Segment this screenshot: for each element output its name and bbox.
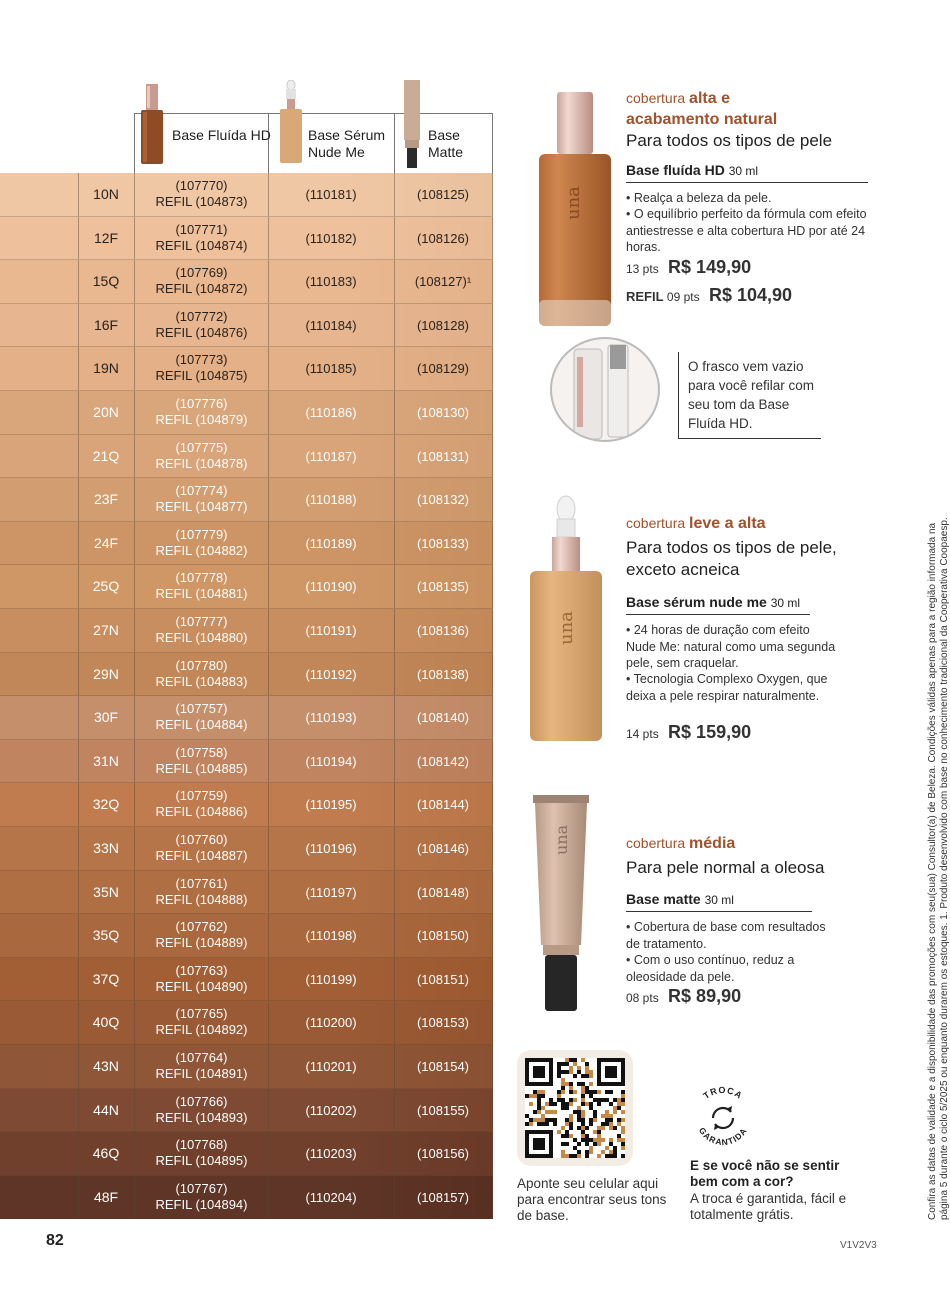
fluid-code-primary: (107777) [175, 614, 228, 629]
fluid-code-primary: (107770) [175, 178, 228, 193]
serum-code: (110197) [305, 884, 357, 900]
matte-code: (108144) [416, 797, 470, 813]
refil-pts: 09 pts [666, 290, 700, 304]
serum-brand-text: una [556, 611, 577, 645]
column-divider [492, 217, 493, 260]
fluid-code-primary: (107765) [175, 1006, 228, 1022]
serum-code: (110200) [305, 1015, 357, 1031]
table-row [0, 740, 493, 784]
matte-size: 30 ml [704, 893, 734, 907]
table-row [0, 1001, 493, 1045]
serum-code: (110203) [305, 1146, 357, 1162]
matte-code: (108142) [416, 753, 470, 769]
matte-code: (108153) [416, 1015, 470, 1031]
column-divider [492, 1089, 493, 1132]
fluid-code-refil: REFIL (104887) [155, 848, 248, 863]
fluid-bullet-2: • O equilíbrio perfeito da fórmula com efeito antiestresse e alta cobertura HD por até 24 horas. [626, 207, 867, 254]
serum-bullet-1: • 24 horas de duração com efeito Nude Me: natural como uma segunda pele, sem craquelar. [626, 623, 836, 670]
fluid-title: Para todos os tipos de pele [626, 131, 833, 150]
matte-code: (108150) [416, 928, 470, 944]
table-row [0, 609, 493, 653]
fluid-hd-bottle-image [535, 90, 615, 330]
serum-code: (110192) [305, 666, 357, 682]
shade-code: 24F [93, 534, 119, 551]
column-divider [492, 609, 493, 652]
fluid-name [626, 162, 758, 178]
serum-size: 30 ml [770, 596, 801, 610]
shade-code: 35N [93, 883, 119, 900]
fluid-refil-line [626, 285, 792, 306]
column-divider [492, 871, 493, 914]
matte-bullet-1: • Cobertura de base com resultados de tratamento. [626, 920, 826, 951]
matte-pts: 08 pts [626, 991, 659, 1005]
column-divider [492, 304, 493, 347]
fluid-code-refil: REFIL (104876) [155, 324, 248, 340]
fluid-code [135, 1006, 268, 1038]
shade-code: 21Q [92, 447, 120, 464]
fluid-code [135, 527, 268, 559]
fluid-code-refil: REFIL (104874) [155, 237, 248, 253]
serum-code: (110181) [305, 187, 357, 202]
matte-kicker-prefix: cobertura [626, 835, 686, 851]
fluid-code [135, 222, 268, 254]
matte-code: (108133) [416, 535, 470, 551]
refil-label: REFIL [626, 289, 664, 304]
table-row [0, 914, 493, 958]
fluid-code [135, 483, 268, 515]
fluid-code-primary: (107768) [175, 1137, 228, 1153]
fluid-code-primary: (107767) [175, 1180, 228, 1196]
fluid-code-primary: (107779) [175, 526, 228, 542]
fluid-code [135, 265, 268, 297]
shade-code: 27N [93, 622, 119, 638]
version-code: V1V2V3 [840, 1240, 877, 1251]
fluid-size: 30 ml [728, 164, 759, 178]
fluid-brand-text: una [563, 186, 584, 220]
matte-code: (108131) [416, 448, 470, 464]
serum-pts: 14 pts [626, 727, 659, 741]
svg-text:TROCA [701, 1085, 744, 1101]
fluid-code-refil: REFIL (104883) [155, 673, 248, 689]
fluid-code [135, 658, 268, 690]
matte-code: (108128) [416, 317, 470, 333]
fluid-code-refil: REFIL (104880) [155, 630, 248, 645]
serum-code: (110188) [305, 492, 357, 508]
serum-title: Para todos os tipos de pele, exceto acneica [626, 538, 837, 579]
fluid-divider [626, 182, 868, 183]
fluid-code [135, 832, 268, 864]
matte-code: (108132) [416, 492, 470, 508]
column-divider [492, 1045, 493, 1088]
column-divider [492, 827, 493, 870]
serum-code: (110196) [305, 841, 357, 856]
fluid-code [135, 919, 268, 951]
troca-text: A troca é garantida, fácil e totalmente grátis. [690, 1191, 847, 1222]
shade-code: 44N [93, 1101, 119, 1118]
matte-code: (108135) [416, 579, 470, 595]
matte-price-line [626, 986, 741, 1007]
table-row [0, 1132, 493, 1176]
matte-code: (108138) [416, 666, 470, 682]
serum-code: (110190) [305, 579, 357, 595]
fluid-code-refil: REFIL (104877) [155, 499, 248, 515]
serum-code: (110201) [305, 1059, 357, 1074]
column-divider [492, 740, 493, 783]
matte-kicker-emph: média [689, 835, 736, 852]
column-divider [492, 783, 493, 826]
shade-code: 30F [93, 709, 119, 726]
fluid-code-refil: REFIL (104884) [155, 717, 248, 733]
column-divider [492, 260, 493, 303]
shade-code: 20N [93, 404, 119, 420]
serum-code: (110193) [305, 710, 357, 726]
table-row [0, 391, 493, 435]
refill-note-text: O frasco vem vazio para você refilar com seu tom da Base Fluída HD. [688, 359, 815, 431]
matte-code: (108130) [416, 405, 470, 420]
fluid-code [135, 309, 268, 341]
serum-price: R$ 159,90 [668, 722, 752, 742]
header-label-fluid: Base Fluída HD [172, 127, 271, 143]
serum-code: (110187) [305, 448, 357, 464]
fluid-code [135, 788, 268, 820]
fluid-code [135, 701, 268, 733]
fluid-code [135, 178, 268, 210]
column-divider [492, 696, 493, 739]
shade-code: 40Q [92, 1014, 120, 1031]
fluid-code-primary: (107773) [175, 352, 228, 368]
fluid-code-refil: REFIL (104889) [155, 935, 248, 951]
shade-code: 35Q [92, 927, 120, 944]
matte-price: R$ 89,90 [668, 986, 742, 1006]
fluid-code-refil: REFIL (104881) [155, 586, 248, 602]
shade-code: 19N [93, 360, 119, 377]
legal-notice [927, 400, 950, 1220]
fluid-bottle-thumbnail [138, 84, 166, 166]
fluid-code-primary: (107778) [175, 570, 228, 586]
shade-code: 31N [93, 752, 119, 769]
serum-name [626, 594, 800, 610]
serum-bottle-image [528, 495, 604, 745]
troca-title: E se você não se sentir bem com a cor? [690, 1158, 840, 1189]
table-row [0, 522, 493, 566]
serum-code: (110191) [305, 623, 357, 638]
table-row [0, 1089, 493, 1133]
column-divider [492, 653, 493, 696]
fluid-code-refil: REFIL (104875) [155, 368, 248, 384]
qr-code[interactable] [525, 1058, 625, 1158]
page-number: 82 [46, 1232, 64, 1249]
shade-code: 23F [93, 491, 119, 508]
fluid-code [135, 352, 268, 384]
fluid-code-primary: (107772) [175, 308, 228, 324]
matte-code: (108151) [416, 971, 470, 987]
fluid-kicker [626, 88, 826, 130]
matte-divider [626, 911, 812, 912]
column-divider [492, 347, 493, 390]
table-row [0, 304, 493, 348]
fluid-code-primary: (107759) [175, 788, 228, 804]
fluid-code-refil: REFIL (104888) [155, 891, 248, 907]
table-row [0, 478, 493, 522]
fluid-code-refil: REFIL (104885) [155, 760, 248, 776]
fluid-code-refil: REFIL (104891) [155, 1066, 248, 1081]
serum-divider [626, 614, 810, 615]
fluid-code [135, 396, 268, 428]
fluid-code [135, 876, 268, 908]
fluid-code [135, 1050, 268, 1082]
header-label-matte: Base Matte [428, 127, 464, 160]
table-row [0, 783, 493, 827]
fluid-code [135, 614, 268, 646]
column-divider [492, 1132, 493, 1175]
fluid-code-primary: (107766) [175, 1093, 228, 1109]
fluid-code-primary: (107775) [175, 439, 228, 455]
serum-code: (110189) [305, 535, 357, 551]
qr-caption: Aponte seu celular aqui para encontrar seus tons de base. [517, 1176, 667, 1223]
fluid-code-refil: REFIL (104893) [155, 1109, 248, 1125]
matte-code: (108129) [416, 361, 470, 377]
serum-name-label: Base sérum nude me [626, 594, 767, 610]
table-row [0, 696, 493, 740]
matte-code: (108126) [416, 230, 470, 246]
table-row [0, 173, 493, 217]
serum-code: (110185) [305, 361, 357, 377]
matte-code: (108125) [416, 187, 470, 202]
table-row [0, 827, 493, 871]
legal-line-1: Confira as datas de validade e a disponibilidade das promoções com seu(sua) Consultor(a) de Beleza. Condições válidas apenas para a região informada na [927, 522, 938, 1220]
column-divider [492, 522, 493, 565]
column-divider [492, 958, 493, 1001]
shade-code: 48F [93, 1188, 119, 1205]
serum-code: (110194) [305, 753, 357, 769]
fluid-kicker-emph: alta e acabamento natural [626, 90, 778, 128]
fluid-code-refil: REFIL (104892) [155, 1022, 248, 1038]
shade-code: 43N [93, 1058, 119, 1074]
fluid-code-primary: (107774) [175, 483, 228, 499]
fluid-code-refil: REFIL (104872) [155, 281, 248, 297]
fluid-code-primary: (107780) [175, 657, 228, 673]
shade-code: 33N [93, 840, 119, 856]
fluid-code-refil: REFIL (104878) [155, 455, 248, 471]
serum-code: (110183) [305, 274, 357, 290]
matte-tube-thumbnail [402, 80, 422, 170]
shade-code: 16F [93, 316, 119, 333]
matte-code: (108157) [416, 1189, 470, 1205]
badge-bottom-text: GARANTIDA [696, 1125, 750, 1148]
matte-tube-image [533, 795, 589, 1013]
matte-kicker [626, 835, 735, 853]
fluid-name-label: Base fluída HD [626, 162, 725, 178]
header-label-serum: Base Sérum Nude Me [308, 127, 386, 160]
fluid-price: R$ 149,90 [668, 257, 752, 277]
fluid-code-primary: (107762) [175, 919, 228, 935]
matte-title: Para pele normal a oleosa [626, 858, 825, 877]
matte-name-label: Base matte [626, 891, 701, 907]
fluid-code-refil: REFIL (104886) [155, 804, 248, 820]
table-row [0, 653, 493, 697]
table-row [0, 1176, 493, 1220]
fluid-code [135, 1137, 268, 1169]
table-row [0, 217, 493, 261]
fluid-code-refil: REFIL (104890) [155, 978, 248, 994]
fluid-kicker-prefix: cobertura [626, 90, 686, 106]
fluid-code [135, 570, 268, 602]
fluid-code-refil: REFIL (104873) [155, 194, 248, 209]
matte-brand-text: una [552, 824, 571, 855]
serum-bottle-thumbnail [278, 80, 304, 166]
fluid-code [135, 963, 268, 995]
column-divider [492, 1176, 493, 1219]
table-row [0, 435, 493, 479]
serum-code: (110199) [305, 971, 357, 987]
serum-kicker-prefix: cobertura [626, 515, 686, 531]
table-row [0, 1045, 493, 1089]
matte-bullet-2: • Com o uso contínuo, reduz a oleosidade da pele. [626, 953, 795, 984]
fluid-code [135, 745, 268, 777]
fluid-code-primary: (107764) [175, 1050, 228, 1065]
column-divider [492, 391, 493, 434]
fluid-code [135, 1181, 268, 1213]
matte-code: (108127)¹ [414, 274, 472, 290]
fluid-code-primary: (107760) [175, 832, 228, 847]
table-row [0, 871, 493, 915]
table-row [0, 958, 493, 1002]
serum-bullet-2: • Tecnologia Complexo Oxygen, que deixa a pele respirar naturalmente. [626, 672, 828, 703]
serum-code: (110202) [305, 1102, 357, 1118]
fluid-code-primary: (107763) [175, 962, 228, 978]
shade-code: 46Q [92, 1145, 120, 1162]
fluid-code-refil: REFIL (104882) [155, 542, 248, 558]
serum-kicker [626, 515, 766, 533]
fluid-code [135, 1094, 268, 1126]
table-row [0, 260, 493, 304]
shade-code: 29N [93, 665, 119, 682]
fluid-code-primary: (107771) [175, 221, 228, 237]
matte-code: (108136) [416, 623, 470, 638]
shade-code: 25Q [92, 578, 120, 595]
serum-code: (110195) [305, 797, 357, 813]
column-divider [492, 914, 493, 957]
exchange-arrows-icon [713, 1106, 733, 1130]
matte-name [626, 891, 734, 907]
badge-top-text: TROCA [701, 1085, 745, 1102]
fluid-code-primary: (107769) [175, 265, 228, 281]
serum-code: (110186) [305, 405, 357, 420]
serum-code: (110198) [305, 928, 357, 944]
matte-code: (108146) [416, 841, 470, 856]
serum-code: (110184) [305, 317, 357, 333]
legal-line-2: página 5 durante o ciclo 5/2025 ou enquanto durarem os estoques. 1. Produto desenvolvido com base no conhecimento tradicional da Cooperativa Coopaesp. [939, 517, 950, 1220]
serum-kicker-emph: leve a alta [689, 515, 766, 532]
fluid-code-refil: REFIL (104894) [155, 1196, 248, 1212]
fluid-code-primary: (107761) [175, 875, 228, 891]
troca-garantida-badge [690, 1085, 756, 1151]
column-divider [492, 435, 493, 478]
serum-price-line [626, 722, 751, 743]
matte-code: (108156) [416, 1146, 470, 1162]
shade-code: 32Q [92, 796, 120, 813]
shade-code: 10N [93, 186, 119, 202]
column-divider [492, 1001, 493, 1044]
column-divider [492, 173, 493, 216]
serum-code: (110204) [305, 1189, 357, 1205]
shade-code: 12F [93, 229, 119, 246]
shade-code: 37Q [92, 970, 120, 987]
matte-code: (108155) [416, 1102, 470, 1118]
table-row [0, 565, 493, 609]
fluid-code-primary: (107776) [175, 396, 228, 411]
matte-code: (108148) [416, 884, 470, 900]
fluid-code-primary: (107757) [175, 701, 228, 717]
column-divider [492, 565, 493, 608]
refil-price: R$ 104,90 [708, 285, 793, 305]
fluid-code [135, 440, 268, 472]
table-row [0, 347, 493, 391]
fluid-code-refil: REFIL (104895) [155, 1153, 248, 1169]
fluid-bullet-1: • Realça a beleza da pele. [626, 191, 772, 205]
fluid-price-line [626, 257, 751, 278]
fluid-pts: 13 pts [626, 262, 659, 276]
fluid-code-primary: (107758) [175, 744, 228, 760]
shade-code: 15Q [92, 273, 120, 290]
fluid-code-refil: REFIL (104879) [155, 412, 248, 427]
column-divider [492, 478, 493, 521]
matte-code: (108154) [416, 1059, 470, 1074]
matte-code: (108140) [416, 710, 470, 726]
serum-code: (110182) [305, 230, 357, 246]
refill-bottle-photo [550, 337, 660, 442]
